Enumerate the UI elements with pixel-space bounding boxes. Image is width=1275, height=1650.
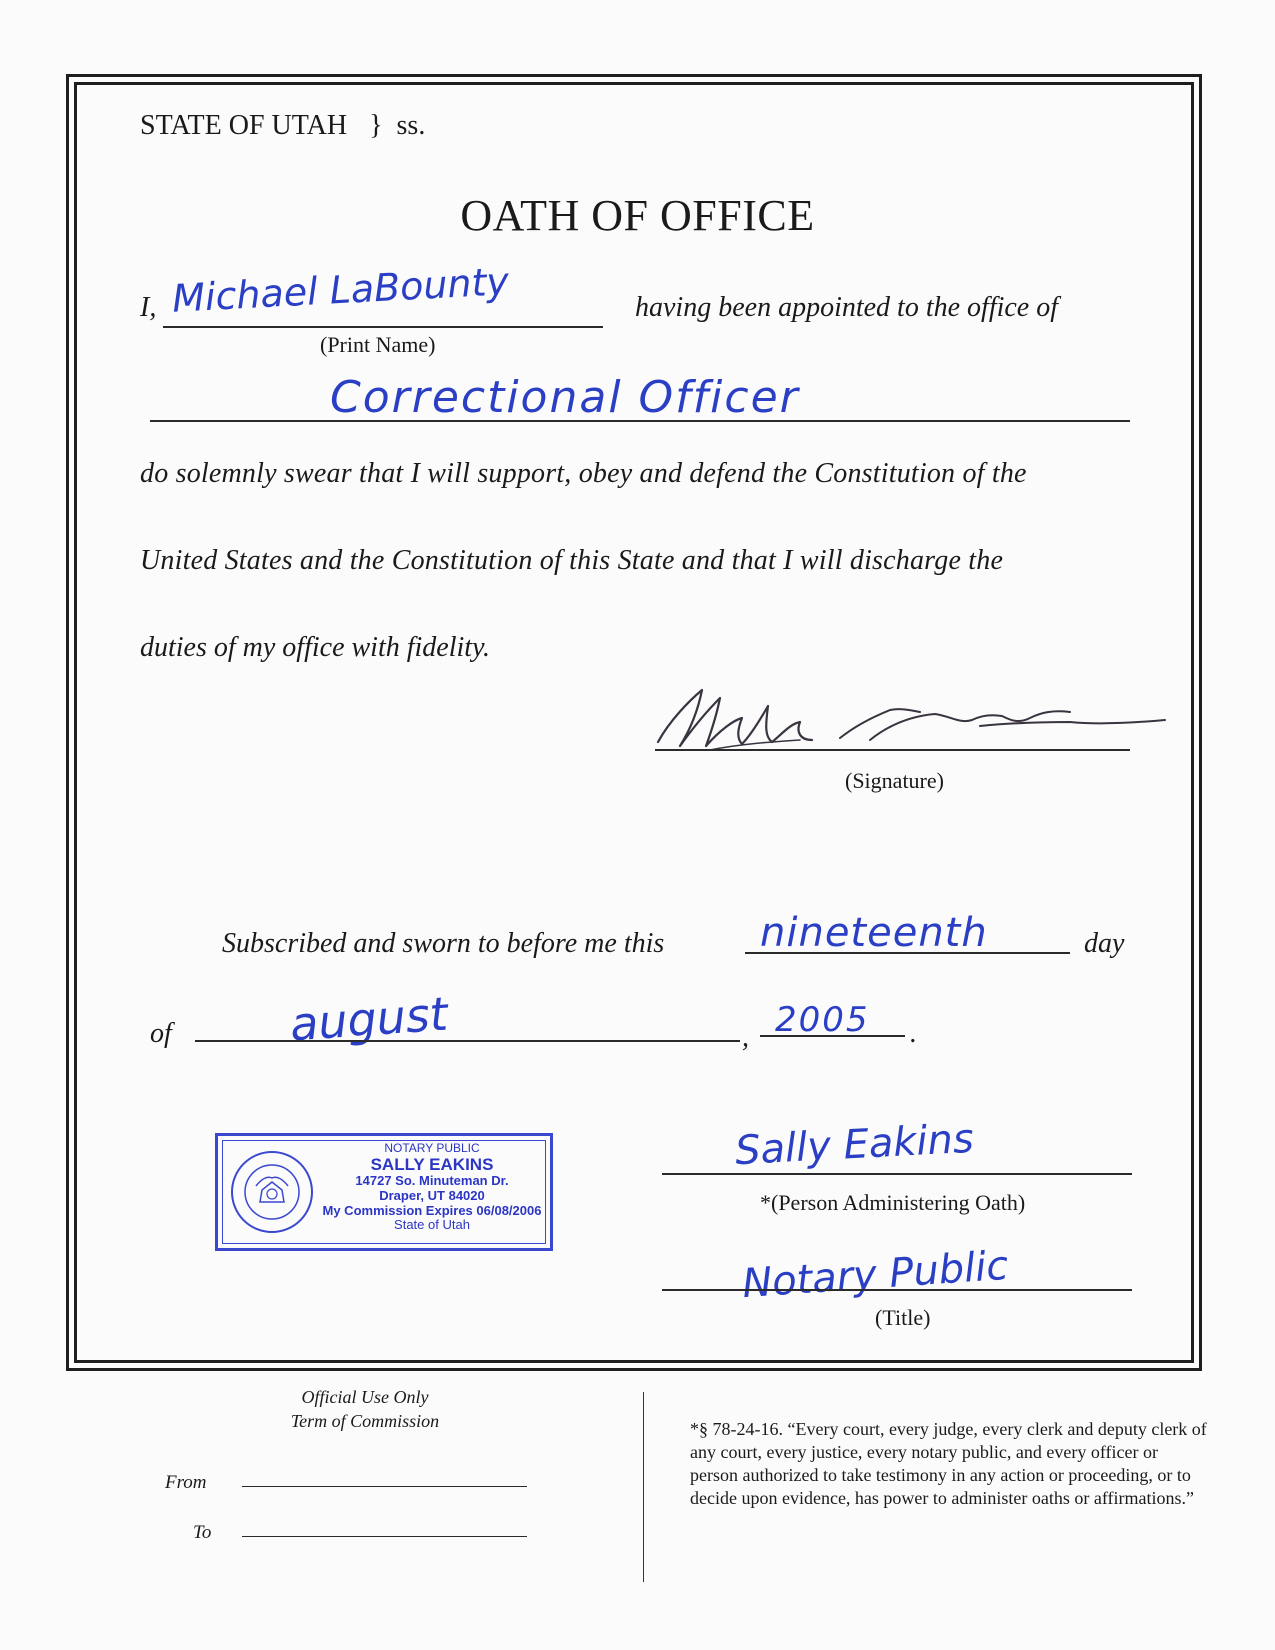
official-use-box	[240, 1385, 490, 1434]
state-seal-icon	[230, 1150, 314, 1234]
year-line	[760, 1035, 905, 1037]
state-label: STATE OF UTAH	[140, 110, 348, 141]
ss-label: ss.	[396, 110, 426, 141]
from-label: From	[165, 1472, 207, 1493]
notary-stamp	[215, 1133, 553, 1251]
administrator-line	[662, 1173, 1132, 1175]
title-line	[662, 1289, 1132, 1291]
section-divider	[643, 1392, 644, 1582]
oath-line-1: do solemnly swear that I will support, obey and defend the Constitution of the	[140, 458, 1027, 489]
office-line	[150, 420, 1130, 422]
office-handwriting: Correctional Officer	[330, 372, 800, 423]
from-line	[242, 1486, 527, 1487]
name-handwriting: Michael LaBounty	[171, 259, 510, 321]
subscribed-text: Subscribed and sworn to before me this	[222, 928, 665, 959]
oath-line-3: duties of my office with fidelity.	[140, 632, 490, 663]
stamp-state: State of Utah	[394, 1217, 470, 1233]
day-line	[745, 952, 1070, 954]
to-label: To	[193, 1522, 212, 1543]
stamp-text	[318, 1142, 546, 1233]
administrator-caption: *(Person Administering Oath)	[760, 1190, 1026, 1215]
name-line	[163, 326, 603, 328]
stamp-notary-name: SALLY EAKINS	[370, 1155, 494, 1175]
signature-caption: (Signature)	[845, 768, 944, 793]
to-line	[242, 1536, 527, 1537]
day-handwriting: nineteenth	[760, 910, 988, 956]
administrator-signature: Sally Eakins	[733, 1115, 975, 1175]
stamp-expiry: My Commission Expires 06/08/2006	[322, 1202, 542, 1218]
title-caption: (Title)	[875, 1305, 931, 1330]
oath-line-2: United States and the Constitution of this State and that I will discharge the	[140, 545, 1004, 576]
day-word: day	[1084, 928, 1125, 959]
stamp-address: 14727 So. Minuteman Dr.	[355, 1173, 509, 1189]
appointee-signature	[650, 680, 1170, 760]
year-handwriting: 2005	[775, 1000, 870, 1040]
official-use-label: Official Use Only	[301, 1387, 429, 1407]
print-name-caption: (Print Name)	[320, 332, 436, 357]
month-line	[195, 1040, 740, 1042]
page-title: OATH OF OFFICE	[460, 191, 815, 240]
statute-footnote: *§ 78-24-16. “Every court, every judge, every clerk and deputy clerk of any court, every justice, every notary public, and every officer or person authorized to take testimony in any action or proceeding, or to decide upon evidence, has power to administer oaths or affirmations.”	[690, 1419, 1207, 1509]
oath-intro-i: I,	[140, 292, 157, 323]
state-venue	[140, 110, 425, 142]
month-handwriting: august	[288, 986, 450, 1052]
state-brace: }	[369, 110, 383, 141]
title-handwriting: Notary Public	[740, 1242, 1010, 1308]
stamp-city: Draper, UT 84020	[379, 1188, 485, 1204]
of-word: of	[150, 1018, 172, 1049]
term-of-commission-label: Term of Commission	[290, 1411, 440, 1432]
stamp-notary-public: NOTARY PUBLIC	[384, 1141, 480, 1155]
appointed-text: having been appointed to the office of	[635, 292, 1059, 323]
period-mark: .	[910, 1018, 917, 1049]
signature-line	[655, 749, 1130, 751]
comma-mark: ,	[742, 1022, 749, 1053]
